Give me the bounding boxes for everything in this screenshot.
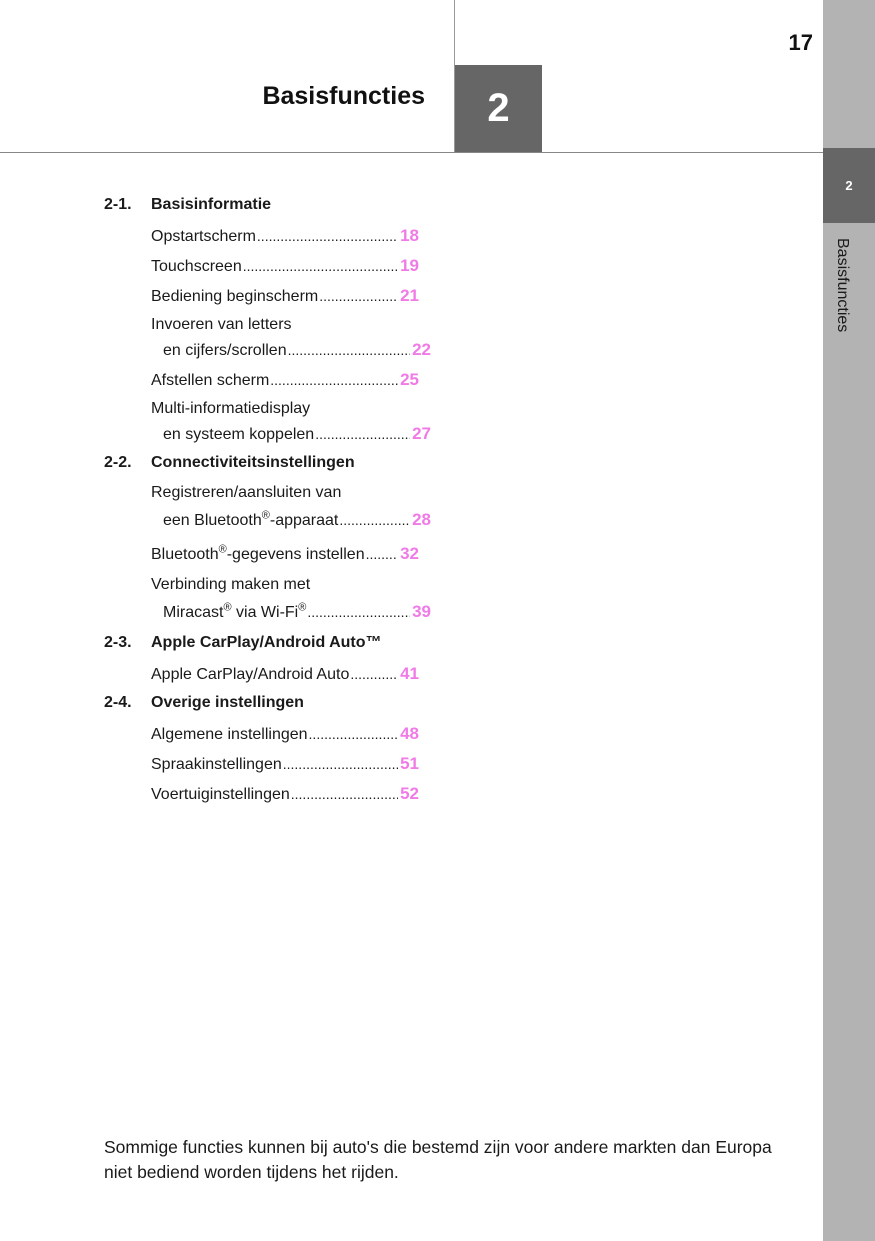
- toc-item-label: Afstellen scherm: [151, 372, 270, 389]
- toc-item-label: een Bluetooth®-apparaat: [163, 509, 339, 529]
- page-ref[interactable]: 22: [412, 340, 431, 359]
- page-ref[interactable]: 41: [400, 664, 419, 683]
- toc-item-label: Touchscreen: [151, 258, 242, 275]
- page-ref[interactable]: 28: [412, 510, 431, 529]
- section-title: Overige instellingen: [151, 694, 304, 711]
- dot-leader: [291, 786, 398, 802]
- toc-item[interactable]: [0, 282, 823, 312]
- registered-mark: ®: [298, 601, 307, 614]
- dot-leader: [243, 258, 398, 274]
- section-title: Apple CarPlay/Android Auto™: [151, 634, 382, 651]
- section-number: 2-3.: [104, 634, 132, 651]
- toc-section: [0, 690, 823, 720]
- page-ref[interactable]: 39: [412, 602, 431, 621]
- dot-leader: [257, 228, 398, 244]
- chapter-number-box: 2: [455, 65, 542, 152]
- section-number: 2-2.: [104, 454, 132, 471]
- section-title: Connectiviteitsinstellingen: [151, 454, 355, 471]
- table-of-contents: [0, 192, 823, 810]
- registered-mark: ®: [261, 509, 270, 522]
- toc-item-label: en cijfers/scrollen: [163, 342, 287, 359]
- side-tab-chapter[interactable]: 2: [823, 148, 875, 223]
- toc-item-label-line1: Invoeren van letters: [151, 316, 292, 333]
- toc-item[interactable]: [0, 366, 823, 396]
- toc-item-label-line1: Registreren/aansluiten van: [151, 484, 342, 501]
- toc-section: [0, 450, 823, 480]
- registered-mark: ®: [218, 543, 227, 556]
- section-number: 2-4.: [104, 694, 132, 711]
- page-ref[interactable]: 51: [400, 754, 419, 773]
- toc-item-label: Apple CarPlay/Android Auto: [151, 666, 350, 683]
- toc-item[interactable]: [0, 750, 823, 780]
- dot-leader: [288, 342, 410, 358]
- page-ref[interactable]: 52: [400, 784, 419, 803]
- toc-item[interactable]: [0, 720, 823, 750]
- section-title: Basisinformatie: [151, 196, 272, 213]
- page-number: 17: [788, 30, 813, 55]
- toc-item[interactable]: [0, 660, 823, 690]
- toc-item-label-line1: Verbinding maken met: [151, 576, 311, 593]
- toc-section: [0, 630, 823, 660]
- toc-item[interactable]: [0, 480, 823, 538]
- dot-leader: [283, 756, 398, 772]
- page-ref[interactable]: 48: [400, 724, 419, 743]
- toc-item[interactable]: [0, 252, 823, 282]
- chapter-title: Basisfuncties: [262, 82, 425, 110]
- dot-leader: [319, 288, 398, 304]
- toc-item-label: en systeem koppelen: [163, 426, 315, 443]
- toc-item-label: Bediening beginscherm: [151, 288, 319, 305]
- dot-leader: [339, 512, 410, 528]
- toc-item-label-line1: Multi-informatiedisplay: [151, 400, 311, 417]
- page-ref[interactable]: 21: [400, 286, 419, 305]
- toc-item-label: Spraakinstellingen: [151, 756, 282, 773]
- toc-item-label: Algemene instellingen: [151, 726, 308, 743]
- dot-leader: [315, 426, 410, 442]
- section-number: 2-1.: [104, 196, 132, 213]
- page-ref[interactable]: 27: [412, 424, 431, 443]
- header-divider-horizontal: [0, 152, 823, 153]
- toc-item[interactable]: [0, 572, 823, 630]
- dot-leader: [366, 546, 398, 562]
- page-ref[interactable]: 19: [400, 256, 419, 275]
- toc-item[interactable]: [0, 396, 823, 450]
- page-ref[interactable]: 18: [400, 226, 419, 245]
- toc-item[interactable]: [0, 780, 823, 810]
- toc-item-label: Voertuiginstellingen: [151, 786, 290, 803]
- footnote: Sommige functies kunnen bij auto's die bestemd zijn voor andere markten dan Europa niet bediend worden tijdens het rijden.: [104, 1137, 772, 1182]
- toc-item-label: Miracast® via Wi-Fi®: [163, 601, 307, 621]
- dot-leader: [307, 604, 410, 620]
- toc-item[interactable]: [0, 222, 823, 252]
- toc-item-label: Bluetooth®-gegevens instellen: [151, 543, 365, 563]
- side-label: Basisfuncties: [834, 238, 851, 333]
- toc-item[interactable]: [0, 312, 823, 366]
- toc-item[interactable]: [0, 538, 823, 572]
- dot-leader: [309, 726, 399, 742]
- registered-mark: ®: [223, 601, 232, 614]
- page-ref[interactable]: 32: [400, 544, 419, 563]
- toc-item-label: Opstartscherm: [151, 228, 256, 245]
- dot-leader: [350, 666, 398, 682]
- page-ref[interactable]: 25: [400, 370, 419, 389]
- toc-section: [0, 192, 823, 222]
- dot-leader: [270, 372, 398, 388]
